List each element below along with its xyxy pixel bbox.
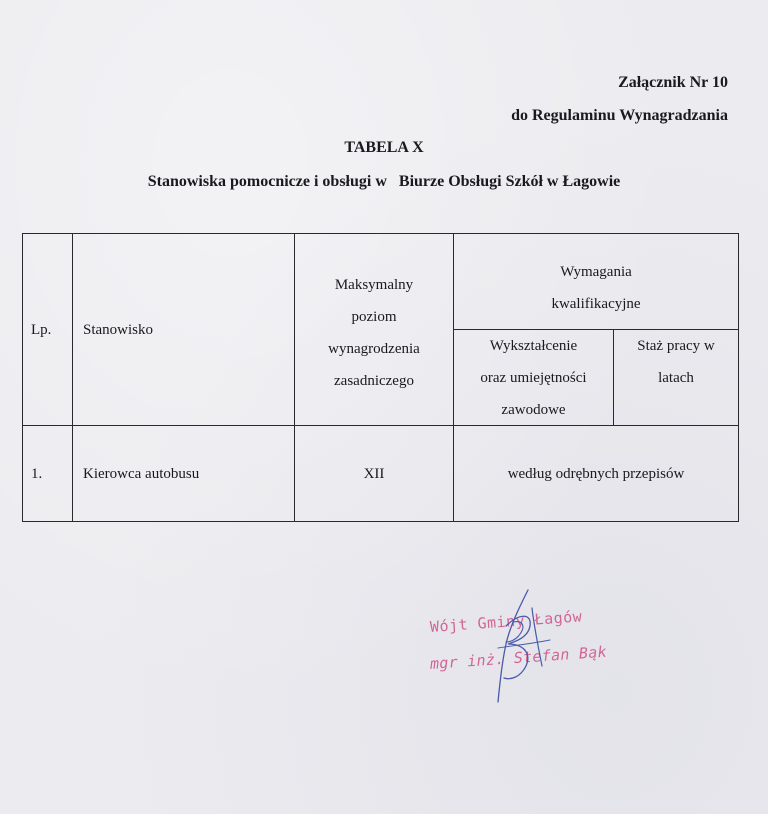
header-max-salary [295,234,454,426]
table-subtitle: Stanowiska pomocnicze i obsługi w Biurze Obsługi Szkół w Łagowie [147,173,621,190]
table-header-row [23,234,739,330]
header-max-salary-line2: poziom [351,308,397,325]
row-position: Kierowca autobusu [73,426,295,522]
table-row [23,426,739,522]
annex-reference: do Regulaminu Wynagradzania [511,107,728,124]
table-title: TABELA X [344,139,424,156]
header-experience-line1: Staż pracy w [637,338,715,354]
row-max-salary-level: XII [295,426,454,522]
header-position: Stanowisko [73,234,295,426]
header-experience-line2: latach [658,370,694,386]
header-requirements-line2: kwalifikacyjne [551,295,641,312]
positions-table [22,233,739,522]
header-lp: Lp. [23,234,73,426]
header-requirements [454,234,739,330]
header-education-line1: Wykształcenie [489,337,578,354]
header-education-line3: zawodowe [501,401,566,418]
handwritten-signature [470,586,560,706]
header-education-line2: oraz umiejętności [480,369,587,386]
header-education [454,330,614,426]
stamp-title: Wójt Gminy Łagów [429,607,583,636]
header-max-salary-line3: wynagrodzenia [328,340,420,357]
row-requirements: według odrębnych przepisów [454,426,739,522]
header-max-salary-line1: Maksymalny [334,276,414,293]
row-lp: 1. [23,426,73,522]
header-experience [614,330,739,426]
annex-number: Załącznik Nr 10 [618,74,728,91]
header-requirements-line1: Wymagania [560,263,632,280]
stamp-name: mgr inż. Stefan Bąk [429,642,608,673]
header-max-salary-line4: zasadniczego [334,372,414,389]
